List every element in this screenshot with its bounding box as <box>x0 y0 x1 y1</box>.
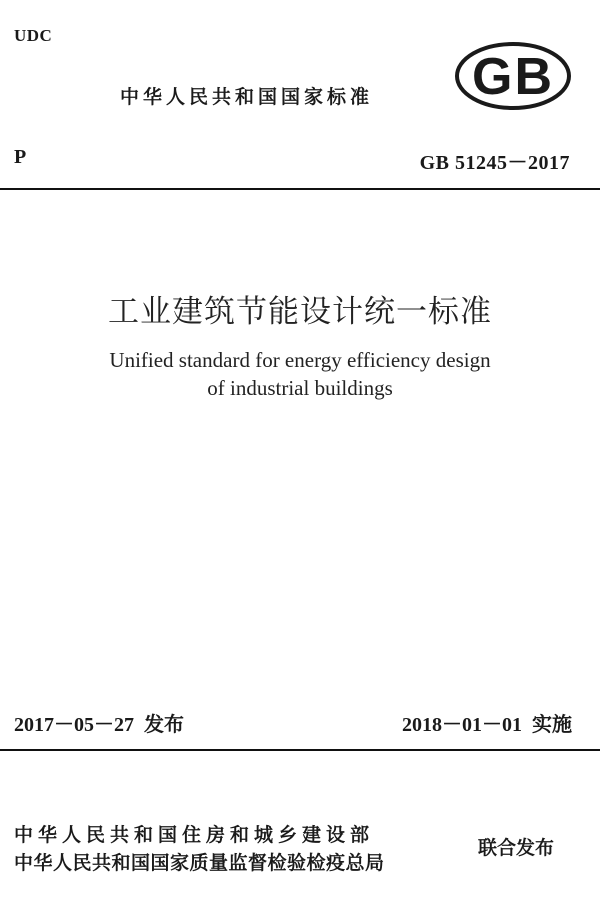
gb-logo <box>455 42 571 110</box>
top-divider <box>0 188 600 190</box>
implementation-label: 实施 <box>532 712 572 736</box>
bottom-divider <box>0 749 600 751</box>
issue-date: 2017－05－27 <box>14 714 134 736</box>
standard-number: GB 51245－2017 <box>419 152 570 174</box>
issue-date-block <box>14 708 184 737</box>
issuer-aqsiq: 中华人民共和国国家质量监督检验检疫总局 <box>14 852 385 874</box>
gb-logo-text: GB <box>472 48 554 106</box>
title-english <box>0 346 600 402</box>
issuer-ministry-housing: 中华人民共和国住房和城乡建设部 <box>14 824 375 846</box>
implementation-date: 2018－01－01 <box>402 714 522 736</box>
classification-code: P <box>14 146 27 168</box>
title-english-line1: Unified standard for energy efficiency design <box>109 348 491 372</box>
udc-label: UDC <box>14 26 53 45</box>
issue-label: 发布 <box>144 712 184 736</box>
standard-type-heading: 中华人民共和国国家标准 <box>120 86 374 108</box>
title-english-line2: of industrial buildings <box>207 376 393 400</box>
title-chinese: 工业建筑节能设计统一标准 <box>108 294 492 330</box>
implementation-date-block <box>402 708 572 737</box>
joint-issue-label: 联合发布 <box>478 837 555 859</box>
